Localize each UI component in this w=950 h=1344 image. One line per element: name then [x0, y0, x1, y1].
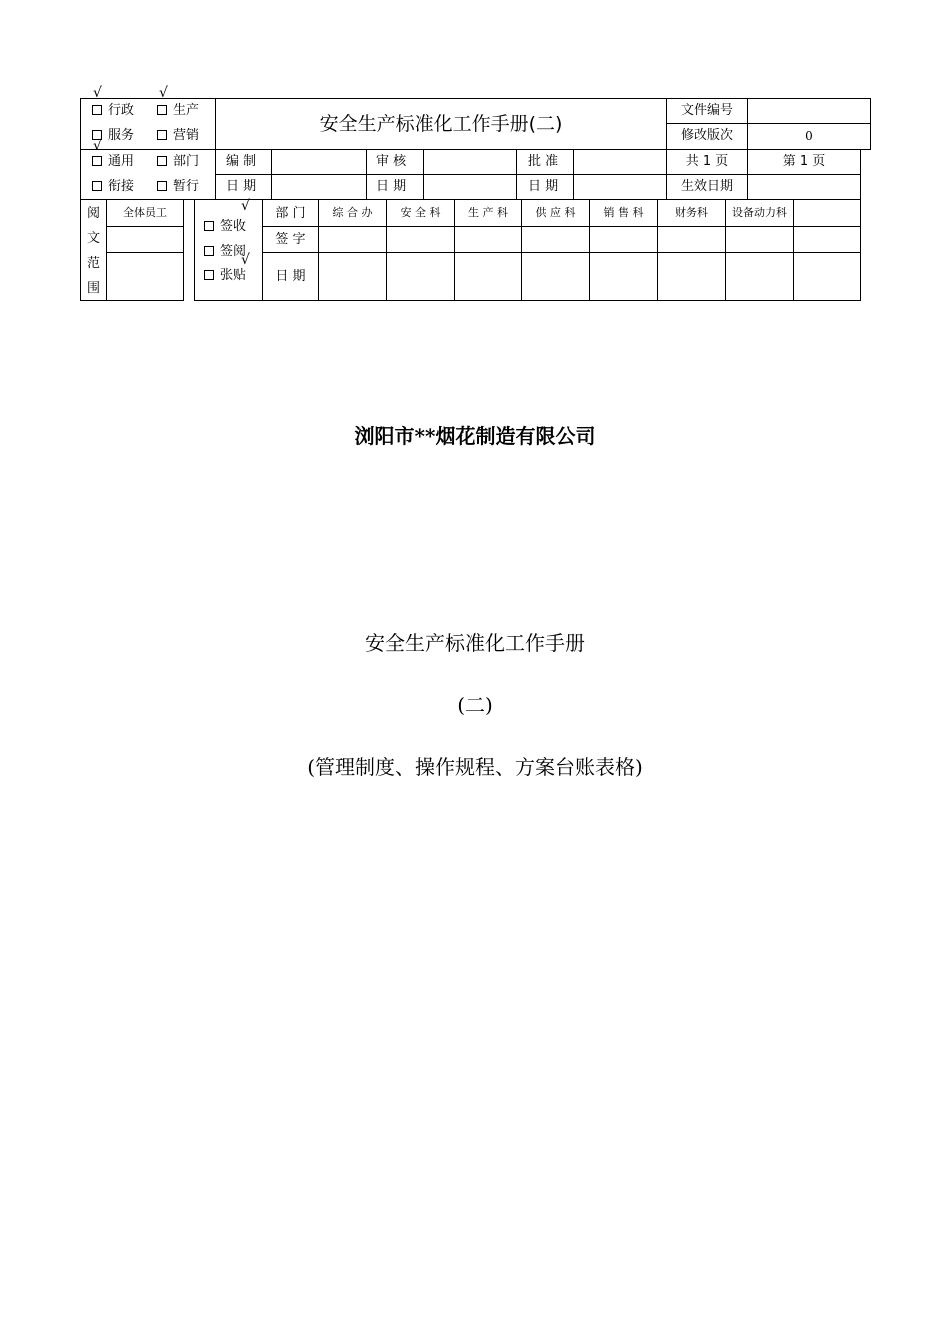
- sign-row-label: 签 字: [275, 232, 306, 247]
- department-header: 供 应 科: [535, 206, 576, 219]
- revision-label: 修改版次: [680, 128, 733, 143]
- checkmark-icon: √: [241, 198, 250, 214]
- date-label: 日 期: [376, 179, 407, 194]
- checkbox-icon: [157, 130, 167, 140]
- scope-label-char: 围: [86, 281, 100, 296]
- checkbox-icon: [204, 270, 214, 280]
- date-row-label: 日 期: [275, 269, 306, 284]
- date-label: 日 期: [528, 179, 559, 194]
- effective-date-label: 生效日期: [680, 179, 733, 194]
- department-header: 财务科: [675, 206, 708, 219]
- page-number: 第 1 页: [782, 154, 826, 169]
- scope-label-char: 阅: [86, 206, 100, 221]
- category-checkbox-marketing[interactable]: 营销: [157, 128, 199, 144]
- method-checkbox-sign-read[interactable]: 签阅: [204, 244, 246, 260]
- dept-row-label: 部 门: [275, 206, 306, 221]
- checkmark-icon: √: [241, 252, 250, 268]
- manual-title: 安全生产标准化工作手册: [365, 631, 585, 655]
- checkbox-icon: [204, 221, 214, 231]
- scope-value: 全体员工: [123, 206, 167, 219]
- category-checkbox-general[interactable]: 通用: [92, 154, 134, 170]
- department-header: 销 售 科: [603, 206, 644, 219]
- department-header: 综 合 办: [332, 206, 373, 219]
- checkmark-icon: √: [159, 85, 168, 101]
- category-checkbox-transition[interactable]: 衔接: [92, 179, 134, 195]
- checkbox-icon: [92, 181, 102, 191]
- prepared-by-label: 编 制: [226, 154, 257, 169]
- checkbox-icon: [157, 105, 167, 115]
- category-checkbox-provisional[interactable]: 暂行: [157, 179, 199, 195]
- method-checkbox-post[interactable]: 张贴: [204, 268, 246, 284]
- scope-label-char: 文: [86, 231, 100, 246]
- reviewed-by-label: 审 核: [376, 154, 407, 169]
- checkbox-icon: [92, 105, 102, 115]
- total-pages: 共 1 页: [685, 154, 729, 169]
- volume-label: (二): [457, 693, 493, 717]
- department-header: 设备动力科: [732, 206, 787, 219]
- company-name: 浏阳市**烟花制造有限公司: [354, 424, 596, 448]
- approved-by-label: 批 准: [528, 154, 559, 169]
- date-label: 日 期: [226, 179, 257, 194]
- checkbox-icon: [157, 156, 167, 166]
- doc-number-label: 文件编号: [680, 103, 733, 118]
- form-title: 安全生产标准化工作手册(二): [319, 113, 563, 135]
- checkbox-icon: [204, 246, 214, 256]
- checkmark-icon: √: [93, 85, 102, 101]
- scope-label-char: 范: [86, 256, 100, 271]
- method-checkbox-sign-receipt[interactable]: 签收: [204, 219, 246, 235]
- category-checkbox-production[interactable]: 生产: [157, 103, 199, 119]
- department-header: 安 全 科: [400, 206, 441, 219]
- category-checkbox-admin[interactable]: 行政: [92, 103, 134, 119]
- department-header: 生 产 科: [468, 206, 508, 219]
- category-checkbox-service[interactable]: 服务: [92, 128, 134, 144]
- checkbox-icon: [92, 156, 102, 166]
- checkmark-icon: √: [93, 138, 102, 154]
- revision-value: 0: [805, 129, 813, 143]
- checkbox-icon: [157, 181, 167, 191]
- category-checkbox-department[interactable]: 部门: [157, 154, 199, 170]
- manual-subtitle: (管理制度、操作规程、方案台账表格): [307, 755, 643, 779]
